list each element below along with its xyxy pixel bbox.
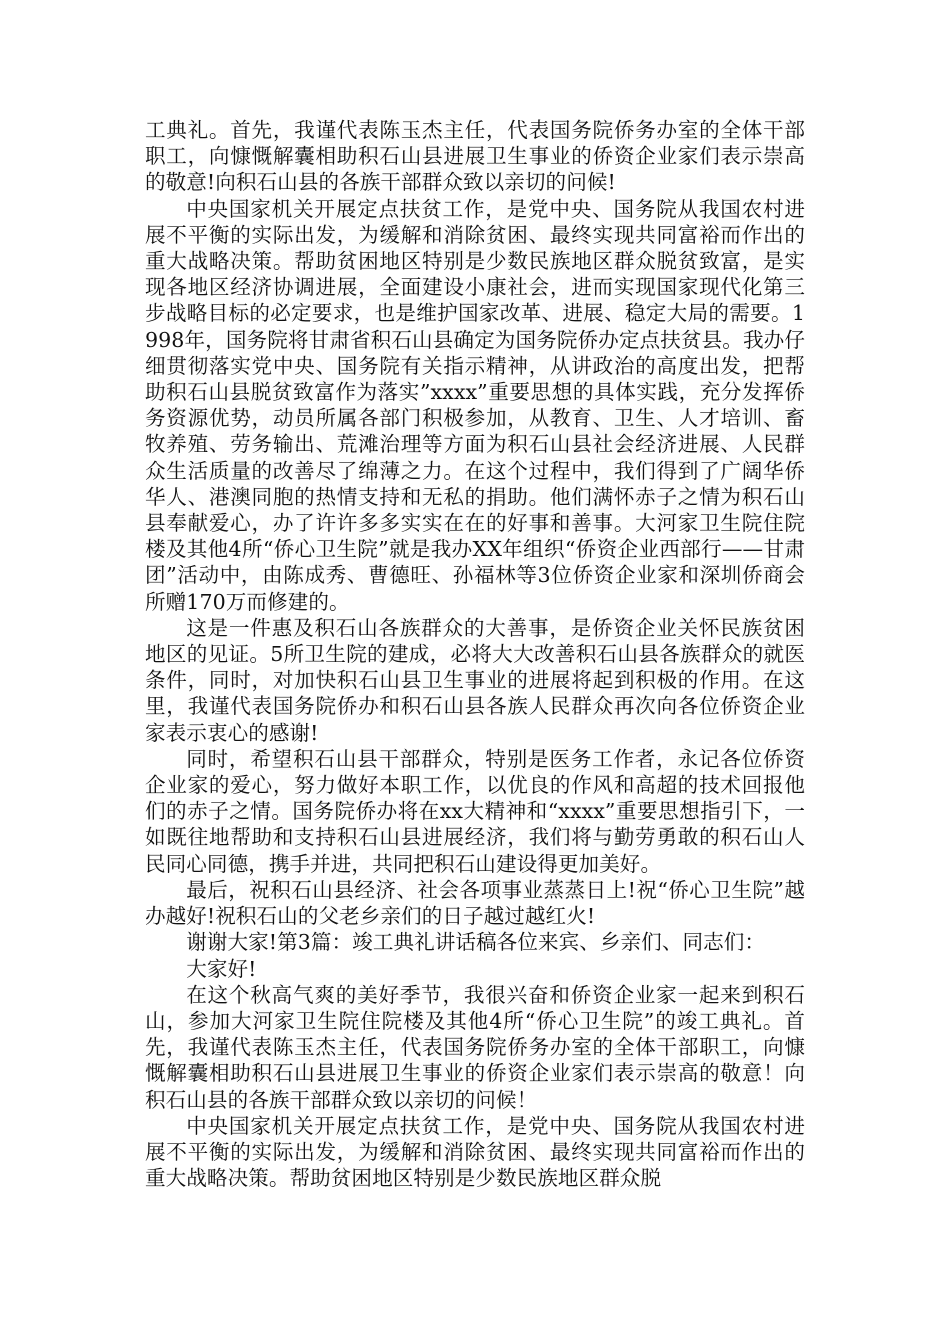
- paragraph-poverty-alleviation: 中央国家机关开展定点扶贫工作，是党中央、国务院从我国农村进展不平衡的实际出发，为缓解和消除贫困、最终实现共同富裕而作出的重大战略决策。帮助贫困地区特别是少数民族地区群众脱贫致富，是实现各地区经济协调进展，全面建设小康社会，进而实现国家现代化第三步战略目标的必定要求，也是维护国家改革、进展、稳定大局的需要。1998年，国务院将甘肃省积石山县确定为国务院侨办定点扶贫县。我办仔细贯彻落实党中央、国务院有关指示精神，从讲政治的高度出发，把帮助积石山县脱贫致富作为落实”xxxx”重要思想的具体实践，充分发挥侨务资源优势，动员所属各部门积极参加，从教育、卫生、人才培训、畜牧养殖、劳务输出、荒滩治理等方面为积石山县社会经济进展、人民群众生活质量的改善尽了绵薄之力。在这个过程中，我们得到了广阔华侨华人、港澳同胞的热情支持和无私的捐助。他们满怀赤子之情为积石山县奉献爱心，办了许许多多实实在在的好事和善事。大河家卫生院住院楼及其他4所“侨心卫生院”就是我办XX年组织“侨资企业西部行——甘肃团”活动中，由陈成秀、曹德旺、孙福林等3位侨资企业家和深圳侨商会所赠170万而修建的。: [145, 196, 805, 614]
- paragraph-opening: 在这个秋高气爽的美好季节，我很兴奋和侨资企业家一起来到积石山，参加大河家卫生院住院楼及其他4所“侨心卫生院”的竣工典礼。首先，我谨代表陈玉杰主任，代表国务院侨务办室的全体干部职工，向慷慨解囊相助积石山县进展卫生事业的侨资企业家们表示崇高的敬意！向积石山县的各族干部群众致以亲切的问候！: [145, 982, 805, 1112]
- paragraph-poverty-alleviation-repeat: 中央国家机关开展定点扶贫工作，是党中央、国务院从我国农村进展不平衡的实际出发，为缓解和消除贫困、最终实现共同富裕而作出的重大战略决策。帮助贫困地区特别是少数民族地区群众脱: [145, 1113, 805, 1191]
- paragraph-thanks-heading: 谢谢大家!第3篇：竣工典礼讲话稿各位来宾、乡亲们、同志们：: [186, 930, 766, 955]
- paragraph-hope: 同时，希望积石山县干部群众，特别是医务工作者，永记各位侨资企业家的爱心，努力做好本职工作，以优良的作风和高超的技术回报他们的赤子之情。国务院侨办将在xx大精神和“xxxx”重要思想指引下，一如既往地帮助和支持积石山县进展经济，我们将与勤劳勇敢的积石山人民同心同德，携手并进，共同把积石山建设得更加美好。: [145, 746, 805, 876]
- paragraph-wishes: 最后，祝积石山县经济、社会各项事业蒸蒸日上!祝“侨心卫生院”越办越好!祝积石山的父老乡亲们的日子越过越红火!: [145, 877, 805, 929]
- paragraph-greeting: 大家好!: [186, 956, 257, 981]
- document-page: [145, 117, 805, 1191]
- paragraph-continuation: 工典礼。首先，我谨代表陈玉杰主任，代表国务院侨务办室的全体干部职工，向慷慨解囊相助积石山县进展卫生事业的侨资企业家们表示崇高的敬意!向积石山县的各族干部群众致以亲切的问候!: [145, 118, 805, 195]
- paragraph-good-deed: 这是一件惠及积石山各族群众的大善事，是侨资企业关怀民族贫困地区的见证。5所卫生院的建成，必将大大改善积石山县各族群众的就医条件，同时，对加快积石山县卫生事业的进展将起到积极的作用。在这里，我谨代表国务院侨办和积石山县各族人民群众再次向各位侨资企业家表示衷心的感谢!: [145, 615, 805, 745]
